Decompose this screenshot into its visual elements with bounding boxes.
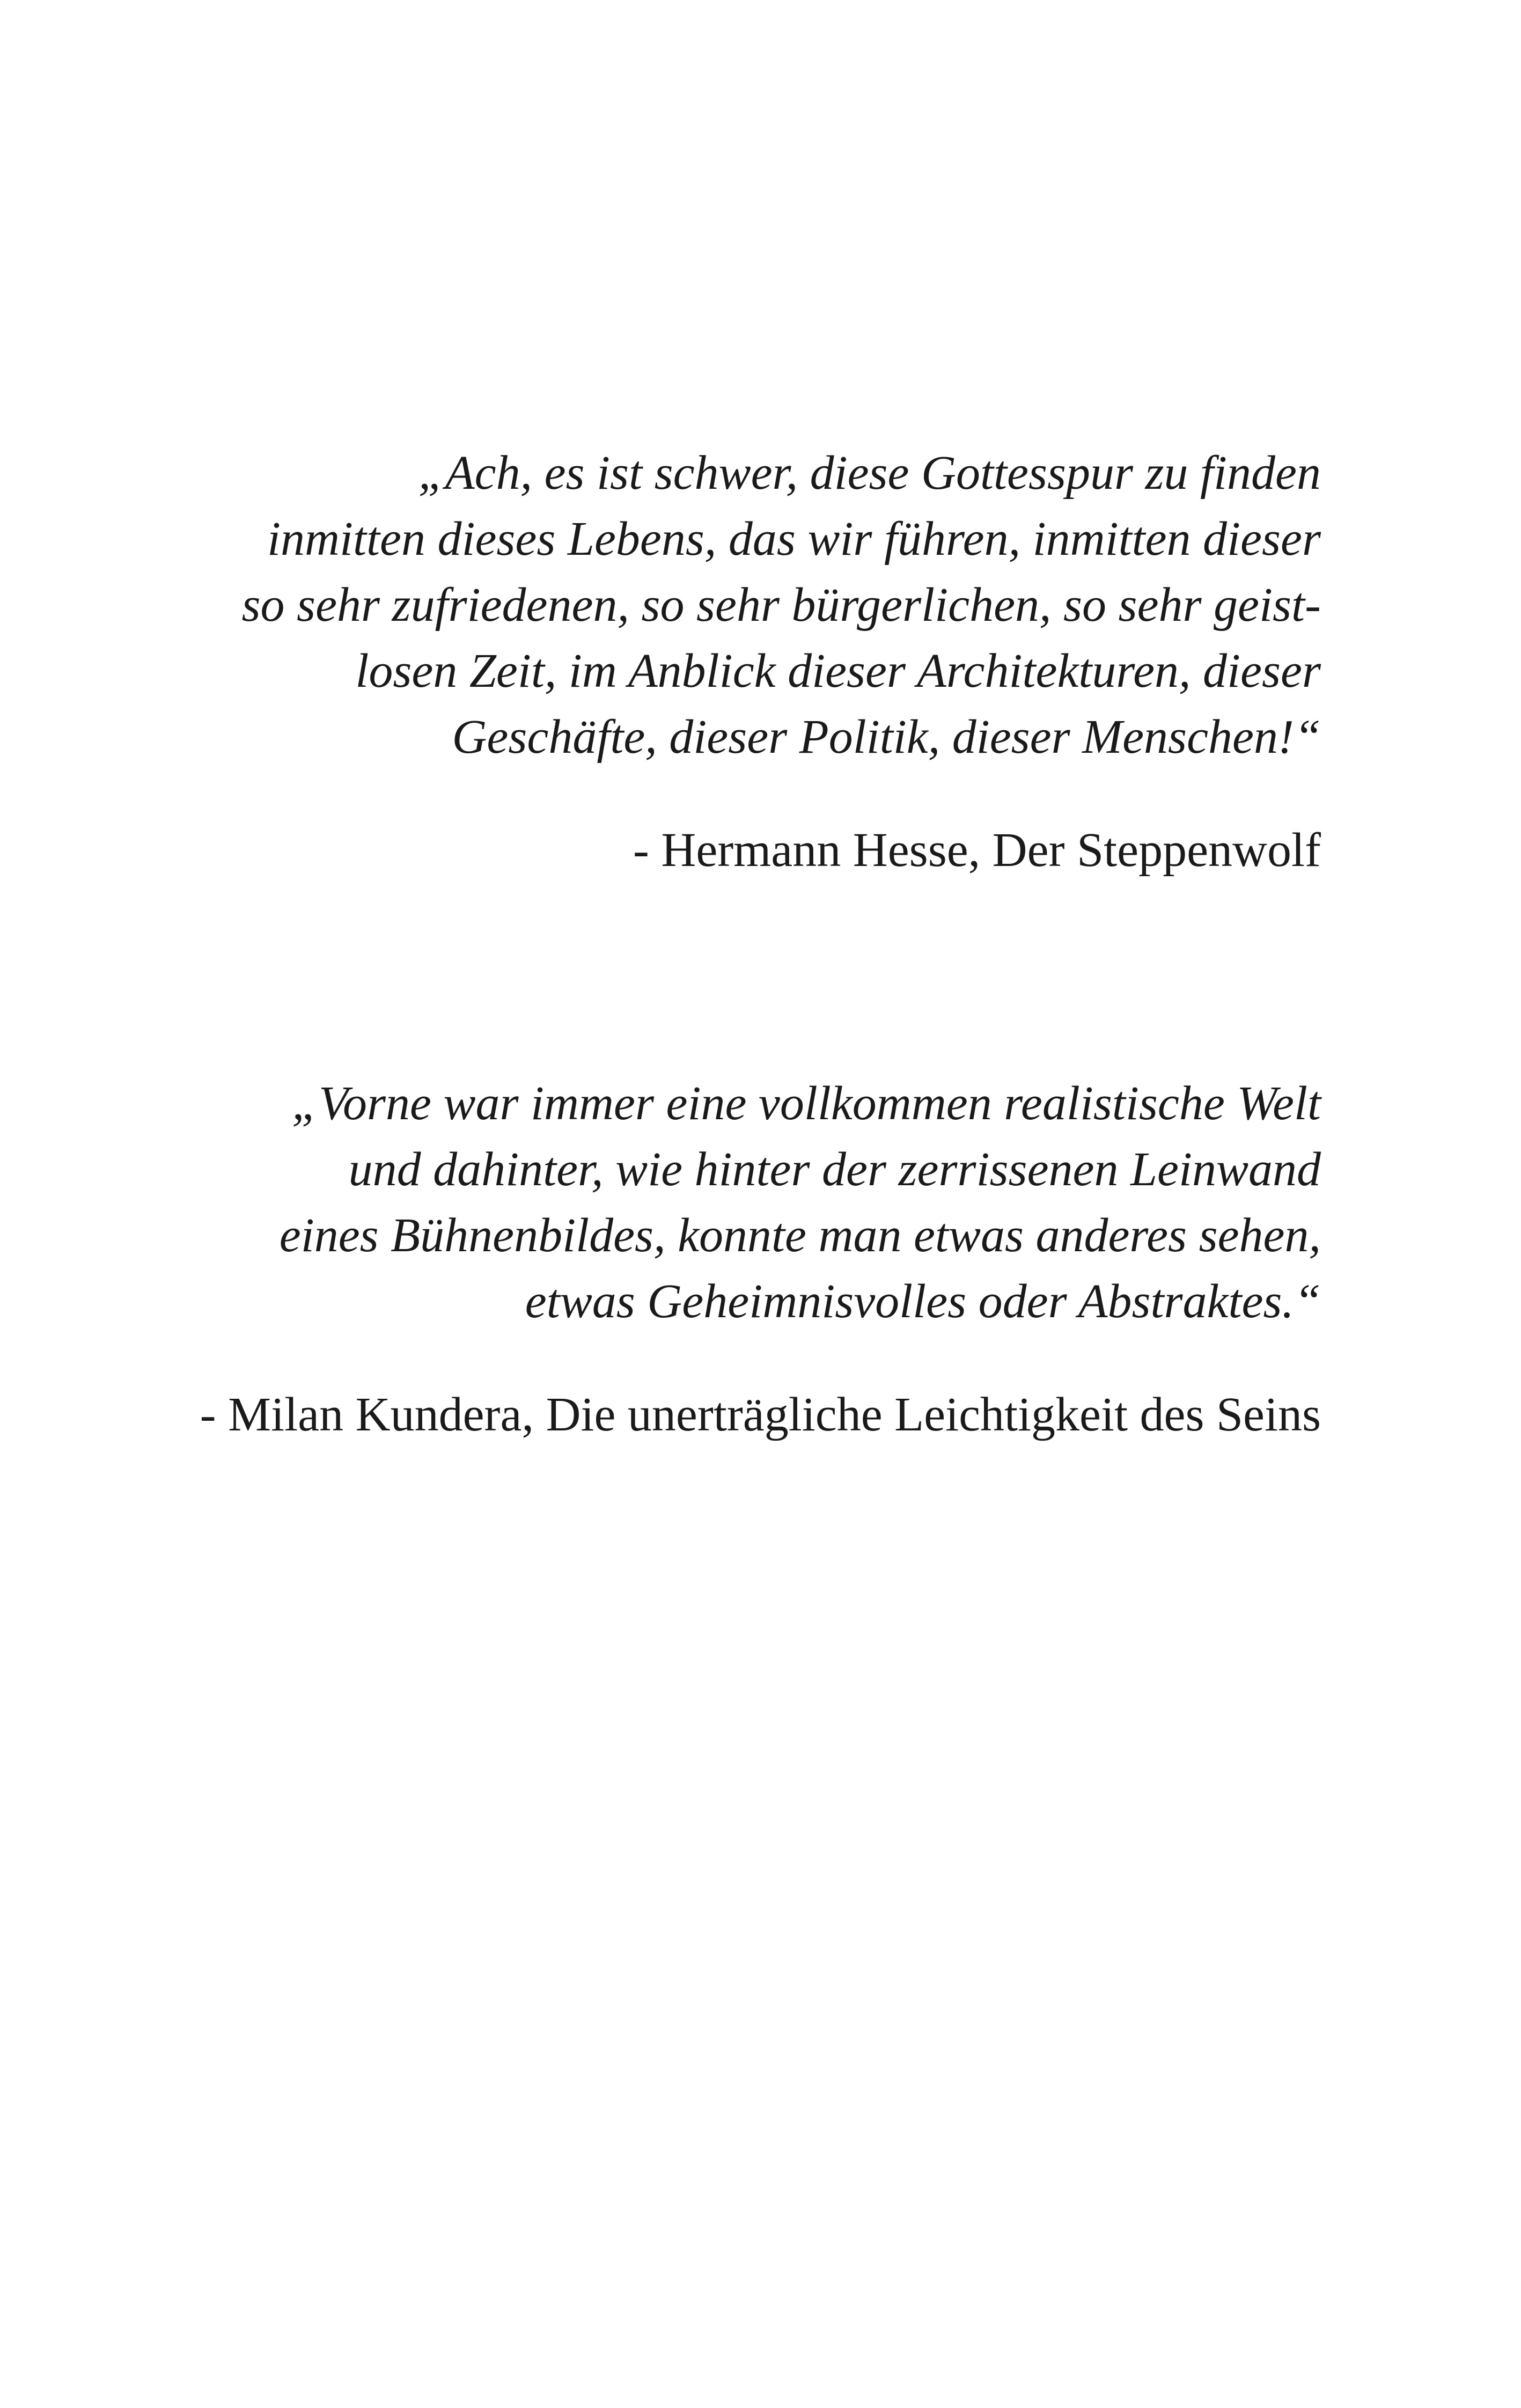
quote-kundera bbox=[280, 1070, 1321, 1334]
quote-line: losen Zeit, im Anblick dieser Architekturen, dieser bbox=[355, 644, 1321, 698]
quote-hesse bbox=[242, 440, 1321, 770]
quote-line: so sehr zufriedenen, so sehr bürgerlichen, so sehr geist- bbox=[241, 578, 1321, 632]
quote-line: „Vorne war immer eine vollkommen realistische Welt bbox=[291, 1077, 1321, 1130]
quote-line: etwas Geheimnisvolles oder Abstraktes.“ bbox=[525, 1275, 1321, 1328]
quote-line: inmitten dieses Lebens, das wir führen, inmitten dieser bbox=[267, 512, 1321, 566]
quote-line: Geschäfte, dieser Politik, dieser Menschen!“ bbox=[452, 710, 1321, 763]
quote-line: „Ach, es ist schwer, diese Gottesspur zu finden bbox=[418, 446, 1321, 500]
attribution-hesse: - Hermann Hesse, Der Steppenwolf bbox=[633, 824, 1321, 877]
quote-line: und dahinter, wie hinter der zerrissenen Leinwand bbox=[348, 1143, 1321, 1196]
attribution-kundera: - Milan Kundera, Die unerträgliche Leichtigkeit des Seins bbox=[200, 1388, 1321, 1441]
quote-line: eines Bühnenbildes, konnte man etwas anderes sehen, bbox=[279, 1209, 1321, 1262]
